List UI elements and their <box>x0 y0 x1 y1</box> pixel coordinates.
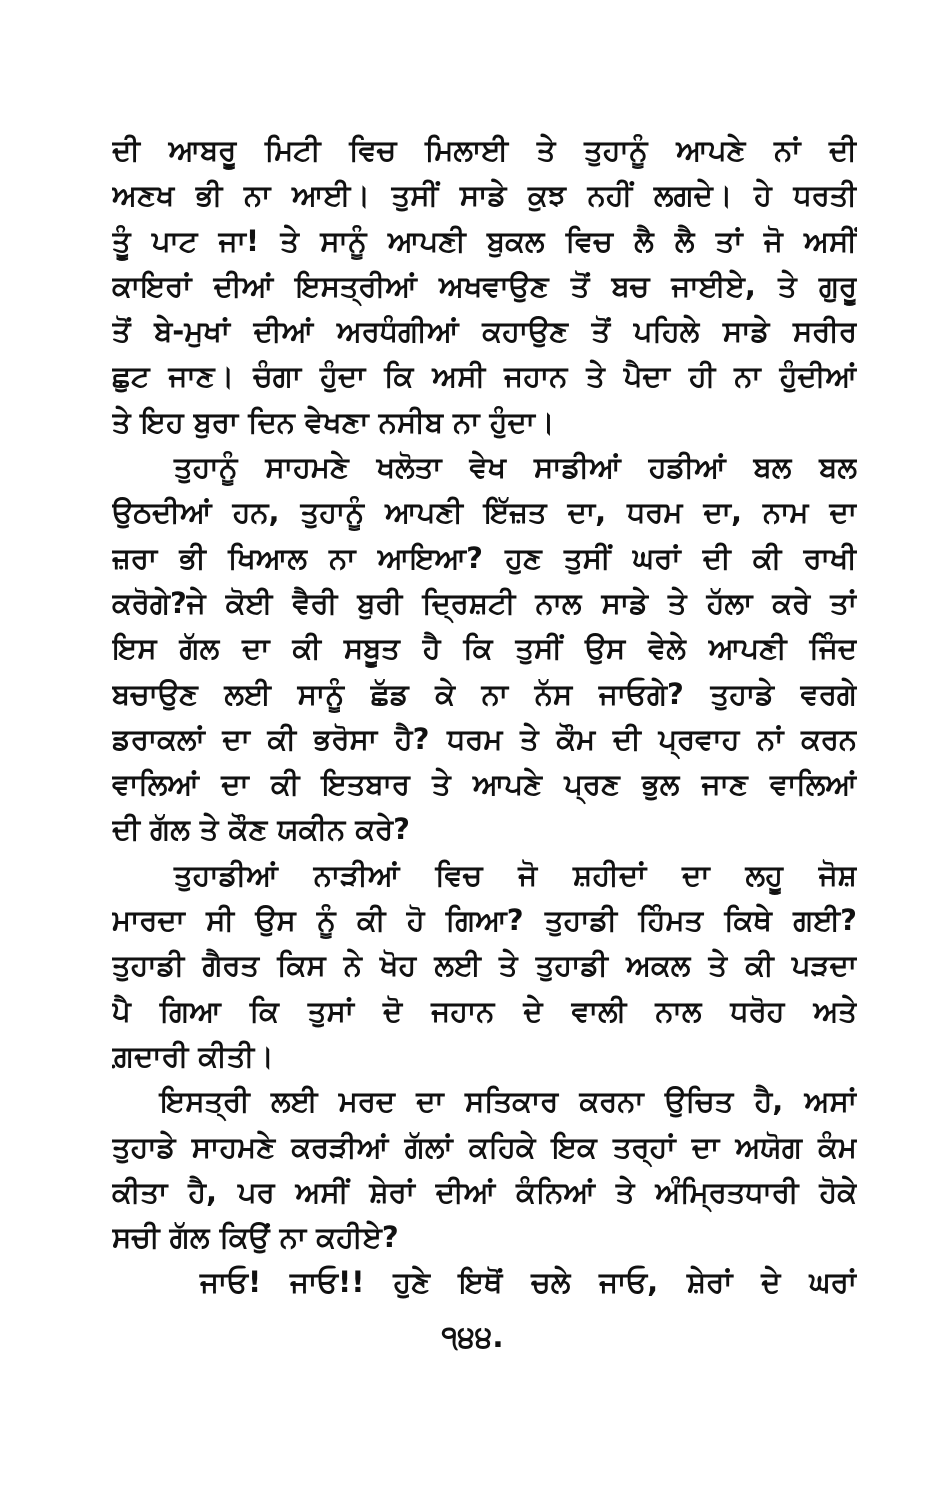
text-line: ਤੁਹਾਡੇ ਸਾਹਮਣੇ ਕਰੜੀਆਂ ਗੱਲਾਂ ਕਹਿਕੇ ਇਕ ਤਰ੍ਹਾਂ ਦਾ ਅਯੋਗ ਕੰਮ <box>112 1129 857 1164</box>
text-line: ਡਰਾਕਲਾਂ ਦਾ ਕੀ ਭਰੋਸਾ ਹੈ? ਧਰਮ ਤੇ ਕੌਮ ਦੀ ਪ੍ਰਵਾਹ ਨਾਂ ਕਰਨ <box>112 721 857 756</box>
text-line: ਉਠਦੀਆਂ ਹਨ, ਤੁਹਾਨੂੰ ਆਪਣੀ ਇੱਜ਼ਤ ਦਾ, ਧਰਮ ਦਾ, ਨਾਮ ਦਾ <box>112 495 857 530</box>
paragraph-first-line: ਇਸਤ੍ਰੀ ਲਈ ਮਰਦ ਦਾ ਸਤਿਕਾਰ ਕਰਨਾ ਉਚਿਤ ਹੈ, ਅਸਾਂ <box>160 1084 857 1119</box>
text-line: ਕਰੋਗੇ?ਜੇ ਕੋਈ ਵੈਰੀ ਬੁਰੀ ਦ੍ਰਿਸ਼ਟੀ ਨਾਲ ਸਾਡੇ ਤੇ ਹੱਲਾ ਕਰੇ ਤਾਂ <box>112 585 857 620</box>
text-line: ਕੀਤਾ ਹੈ, ਪਰ ਅਸੀਂ ਸ਼ੇਰਾਂ ਦੀਆਂ ਕੰਨਿਆਂ ਤੇ ਅੰਮ੍ਰਿਤਧਾਰੀ ਹੋਕੇ <box>112 1174 857 1209</box>
text-line: ਪੈ ਗਿਆ ਕਿ ਤੁਸਾਂ ਦੋ ਜਹਾਨ ਦੇ ਵਾਲੀ ਨਾਲ ਧਰੋਹ ਅਤੇ <box>112 993 857 1028</box>
text-line: ਦੀ ਗੱਲ ਤੇ ਕੌਣ ਯਕੀਨ ਕਰੇ? <box>112 812 410 847</box>
paragraph-first-line: ਤੁਹਾਨੂੰ ਸਾਹਮਣੇ ਖਲੋਤਾ ਵੇਖ ਸਾਡੀਆਂ ਹਡੀਆਂ ਬਲ ਬਲ <box>174 450 857 485</box>
text-line: ਤੇ ਇਹ ਬੁਰਾ ਦਿਨ ਵੇਖਣਾ ਨਸੀਬ ਨਾ ਹੁੰਦਾ। <box>112 404 555 439</box>
text-line: ਤੁਹਾਡੀ ਗੈਰਤ ਕਿਸ ਨੇ ਖੋਹ ਲਈ ਤੇ ਤੁਹਾਡੀ ਅਕਲ ਤੇ ਕੀ ਪੜਦਾ <box>112 948 857 983</box>
paragraph-first-line: ਤੁਹਾਡੀਆਂ ਨਾੜੀਆਂ ਵਿਚ ਜੋ ਸ਼ਹੀਦਾਂ ਦਾ ਲਹੂ ਜੋਸ਼ <box>174 857 857 892</box>
paragraph-first-line: ਜਾਓ! ਜਾਓ!! ਹੁਣੇ ਇਥੋਂ ਚਲੇ ਜਾਓ, ਸ਼ੇਰਾਂ ਦੇ ਘਰਾਂ <box>200 1265 857 1300</box>
text-line: ਗ਼ਦਾਰੀ ਕੀਤੀ। <box>112 1038 274 1073</box>
text-line: ਅਣਖ ਭੀ ਨਾ ਆਈ। ਤੁਸੀਂ ਸਾਡੇ ਕੁਝ ਨਹੀਂ ਲਗਦੇ। ਹੇ ਧਰਤੀ <box>112 178 857 213</box>
text-line: ਵਾਲਿਆਂ ਦਾ ਕੀ ਇਤਬਾਰ ਤੇ ਆਪਣੇ ਪ੍ਰਣ ਭੁਲ ਜਾਣ ਵਾਲਿਆਂ <box>112 767 857 802</box>
text-line: ਕਾਇਰਾਂ ਦੀਆਂ ਇਸਤ੍ਰੀਆਂ ਅਖਵਾਉਣ ਤੋਂ ਬਚ ਜਾਈਏ, ਤੇ ਗੁਰੂ <box>112 268 857 303</box>
text-line: ਤੂੰ ਪਾਟ ਜਾ! ਤੇ ਸਾਨੂੰ ਆਪਣੀ ਬੁਕਲ ਵਿਚ ਲੈ ਲੈ ਤਾਂ ਜੋ ਅਸੀਂ <box>112 223 857 258</box>
text-line: ਜ਼ਰਾ ਭੀ ਖਿਆਲ ਨਾ ਆਇਆ? ਹੁਣ ਤੁਸੀਂ ਘਰਾਂ ਦੀ ਕੀ ਰਾਖੀ <box>112 540 857 575</box>
text-line: ਛੁਟ ਜਾਣ। ਚੰਗਾ ਹੁੰਦਾ ਕਿ ਅਸੀ ਜਹਾਨ ਤੇ ਪੈਦਾ ਹੀ ਨਾ ਹੁੰਦੀਆਂ <box>112 359 857 394</box>
text-line: ਬਚਾਉਣ ਲਈ ਸਾਨੂੰ ਛੱਡ ਕੇ ਨਾ ਨੱਸ ਜਾਓਗੇ? ਤੁਹਾਡੇ ਵਰਗੇ <box>112 676 857 711</box>
text-line: ਦੀ ਆਬਰੂ ਮਿਟੀ ਵਿਚ ਮਿਲਾਈ ਤੇ ਤੁਹਾਨੂੰ ਆਪਣੇ ਨਾਂ ਦੀ <box>112 133 857 167</box>
body-text <box>112 128 857 1306</box>
text-line: ਤੋਂ ਬੇ-ਮੁਖਾਂ ਦੀਆਂ ਅਰਧੰਗੀਆਂ ਕਹਾਉਣ ਤੋਂ ਪਹਿਲੇ ਸਾਡੇ ਸਰੀਰ <box>112 314 857 349</box>
page-number: ੧੪੪. <box>441 1320 504 1355</box>
text-line: ਇਸ ਗੱਲ ਦਾ ਕੀ ਸਬੂਤ ਹੈ ਕਿ ਤੁਸੀਂ ਉਸ ਵੇਲੇ ਆਪਣੀ ਜਿੰਦ <box>112 631 857 666</box>
text-line: ਮਾਰਦਾ ਸੀ ਉਸ ਨੂੰ ਕੀ ਹੋ ਗਿਆ? ਤੁਹਾਡੀ ਹਿੰਮਤ ਕਿਥੇ ਗਈ? <box>112 903 857 938</box>
text-line: ਸਚੀ ਗੱਲ ਕਿਉਂ ਨਾ ਕਹੀਏ? <box>112 1220 399 1255</box>
